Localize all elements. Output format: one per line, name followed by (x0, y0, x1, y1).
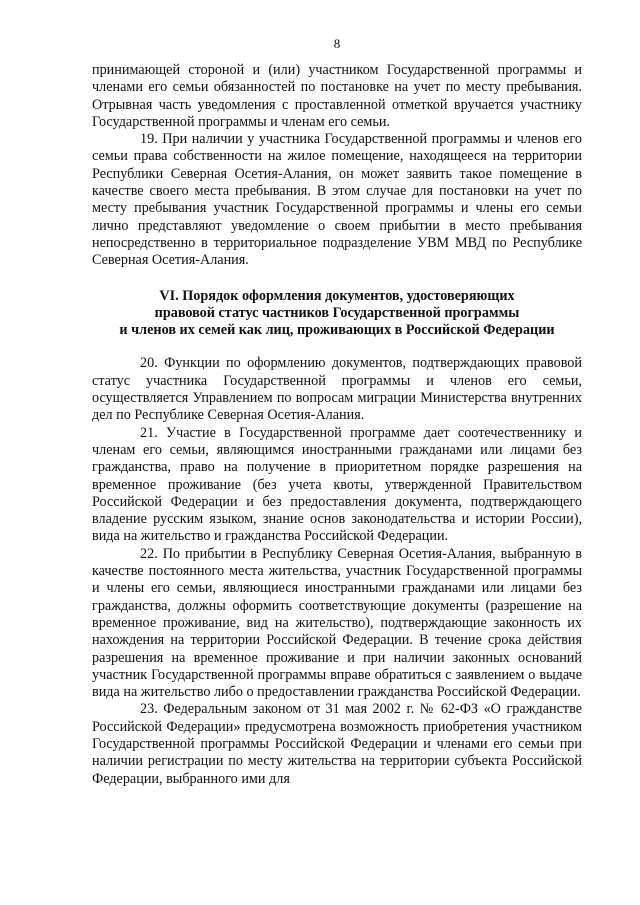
paragraph-19: 19. При наличии у участника Государственной программы и членов его семьи права собственности на жилое помещение, находящееся на территории Республики Северная Осетия-Алания, он может заявить такое помещение в качестве своего места пребывания. В этом случае для постановки на учет по месту пребывания участник Государственной программы и члены его семьи лично представляют уведомление о своем прибытии в место пребывания непосредственно в территориальное подразделение УВМ МВД по Республике Северная Осетия-Алания. (92, 131, 582, 269)
section-heading-line: правовой статус частников Государственной программы (154, 304, 520, 321)
page-number: 8 (333, 36, 341, 51)
section-heading (92, 288, 582, 340)
paragraph-continuation: принимающей стороной и (или) участником Государственной программы и членами его семьи обязанностей по постановке на учет по месту пребывания. Отрывная часть уведомления с проставленной отметкой вручается участнику Государственной программы и членам его семьи. (92, 62, 582, 130)
section-heading-line: VI. Порядок оформления документов, удостоверяющих (159, 287, 515, 304)
paragraph-22: 22. По прибытии в Республику Северная Осетия-Алания, выбранную в качестве постоянного места жительства, участник Государственной программы и члены его семьи, являющиеся иностранными гражданами или лицами без гражданства, должны оформить соответствующие документы (разрешение на временное проживание, вид на жительство), подтверждающие законность их нахождения на территории Российской Федерации. В течение срока действия разрешения на временное проживание и при наличии законных оснований участник Государственной программы вправе обратиться с заявлением о выдаче вида на жительство либо о предоставлении гражданства Российской Федерации. (92, 545, 582, 701)
section-heading-line: и членов их семей как лиц, проживающих в Российской Федерации (119, 322, 555, 339)
paragraph-23: 23. Федеральным законом от 31 мая 2002 г. № 62-ФЗ «О гражданстве Российской Федерации» предусмотрена возможность приобретения участником Государственной программы Российской Федерации и членами его семьи при наличии регистрации по месту жительства на территории субъекта Российской Федерации, выбранного ими для (92, 701, 582, 787)
paragraph-21: 21. Участие в Государственной программе дает соотечественнику и членам его семьи, являющимся иностранными гражданами или лицами без гражданства, право на получение в приоритетном порядке разрешения на временное проживание (без учета квоты, утвержденной Правительством Российской Федерации и без предоставления документа, подтверждающего владение русским языком, знание основ законодательства и истории России), вида на жительство и гражданства Российской Федерации. (92, 424, 582, 545)
document-body (92, 62, 582, 788)
paragraph-20: 20. Функции по оформлению документов, подтверждающих правовой статус участника Государственной программы и членов его семьи, осуществляется Управлением по вопросам миграции Министерства внутренних дел по Республике Северная Осетия-Алания. (92, 355, 582, 424)
